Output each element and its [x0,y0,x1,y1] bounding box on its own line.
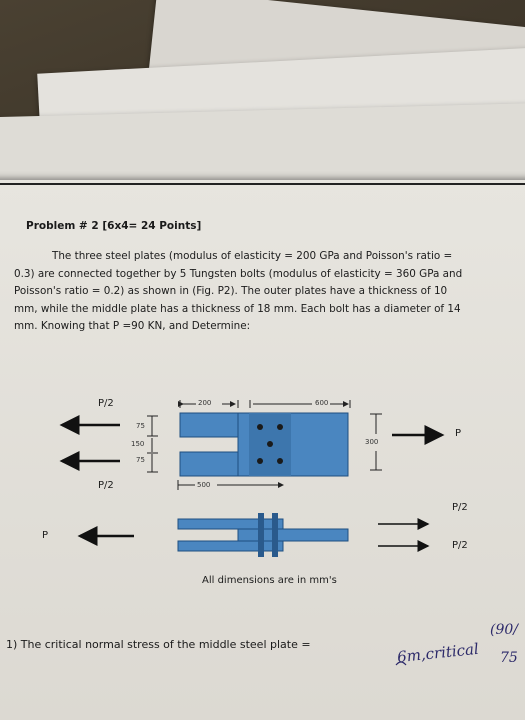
dim-300: 300 [365,438,379,446]
bolt [277,458,283,464]
side-middle-plate [238,529,348,541]
side-bolt [258,513,264,557]
statement-line: The three steel plates (modulus of elasticity = 200 GPa and Poisson's ratio = [52,250,453,262]
bolt [267,441,273,447]
dimension-note: All dimensions are in mm's [202,575,337,586]
side-bolt [272,513,278,557]
outer-plate-top [180,413,238,437]
outer-plate-bottom [180,452,238,476]
statement-line: mm, while the middle plate has a thickness of 18 mm. Each bolt has a diameter of 14 [14,302,461,315]
side-outer-plate-bottom [178,541,283,551]
label-side-left-load: P [42,530,49,541]
problem-title: Problem # 2 [6x4= 24 Points] [26,220,202,232]
side-outer-plate-top [178,519,283,529]
dim-150: 150 [131,440,145,448]
label-left-bottom-load: P/2 [98,480,114,491]
bolt [257,458,263,464]
handwritten-answer: 6m,critical [396,639,480,667]
bolt [277,424,283,430]
handwritten-fraction-top: (90/ [490,622,518,638]
statement-line: 0.3) are connected together by 5 Tungsten bolts (modulus of elasticity = 360 GPa and [14,267,463,280]
dim-600: 600 [315,399,329,407]
label-right-load: P [455,428,462,439]
statement-line: Poisson's ratio = 0.2) as shown in (Fig. P2). The outer plates have a thickness of 10 [14,285,448,297]
dim-75-top: 75 [136,422,145,430]
handwritten-fraction-bottom: 75 [500,650,518,666]
question-1: 1) The critical normal stress of the middle steel plate = [6,638,311,651]
bolt [257,424,263,430]
dim-200: 200 [198,399,212,407]
dim-75-bottom: 75 [136,456,145,464]
label-left-top-load: P/2 [98,398,114,409]
dim-500: 500 [197,481,211,489]
statement-line: mm. Knowing that P =90 KN, and Determine: [14,320,251,332]
label-side-right-top-load: P/2 [452,502,468,513]
label-side-right-bottom-load: P/2 [452,540,468,551]
